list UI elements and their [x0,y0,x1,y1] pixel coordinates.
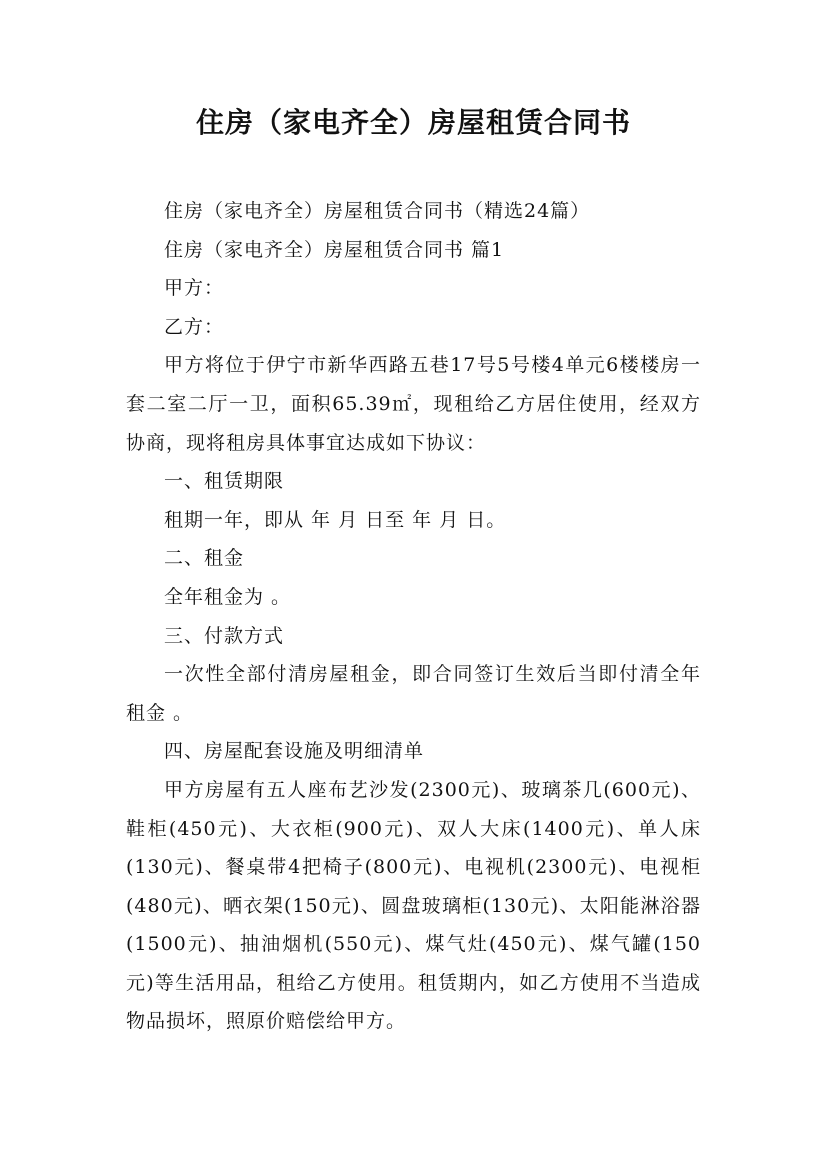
section-heading-facilities: 四、房屋配套设施及明细清单 [164,740,425,763]
paragraph-party-b: 乙方： [164,315,225,338]
paragraph-facilities: 甲方房屋有五人座布艺沙发(2300元)、玻璃茶几(600元)、鞋柜(450元)、大衣柜(900元)、双人大床(1400元)、单人床(130元)、餐桌带4把椅子(800元)、电视机(2300元)、电视柜(480元)、晒衣架(150元)、圆盘玻璃柜(130元)、太阳能淋浴器(1500元)、抽油烟机(550元)、煤气灶(450元)、煤气罐(150元)等生活用品，租给乙方使用。租赁期内，如乙方使用不当造成物品损坏，照原价赔偿给甲方。 [126,778,701,1033]
paragraph-property-description: 甲方将位于伊宁市新华西路五巷17号5号楼4单元6楼楼房一套二室二厅一卫，面积65.39㎡，现租给乙方居住使用，经双方协商，现将租房具体事宜达成如下协议： [126,354,701,454]
paragraph-lease-term: 租期一年，即从 年 月 日至 年 月 日。 [164,508,507,531]
section-heading-lease-term: 一、租赁期限 [164,470,285,493]
section-heading-rent: 二、租金 [164,547,245,570]
document-title: 住房（家电齐全）房屋租赁合同书 [195,106,631,139]
paragraph-party-a: 甲方： [164,277,225,300]
paragraph-payment: 一次性全部付清房屋租金，即合同签订生效后当即付清全年租金 。 [126,663,701,724]
paragraph-rent: 全年租金为 。 [164,585,292,608]
section-heading-payment: 三、付款方式 [164,624,285,647]
paragraph-subtitle: 住房（家电齐全）房屋租赁合同书（精选24篇） [164,200,591,222]
document-body [126,192,701,1041]
paragraph-article-heading: 住房（家电齐全）房屋租赁合同书 篇1 [164,238,505,261]
